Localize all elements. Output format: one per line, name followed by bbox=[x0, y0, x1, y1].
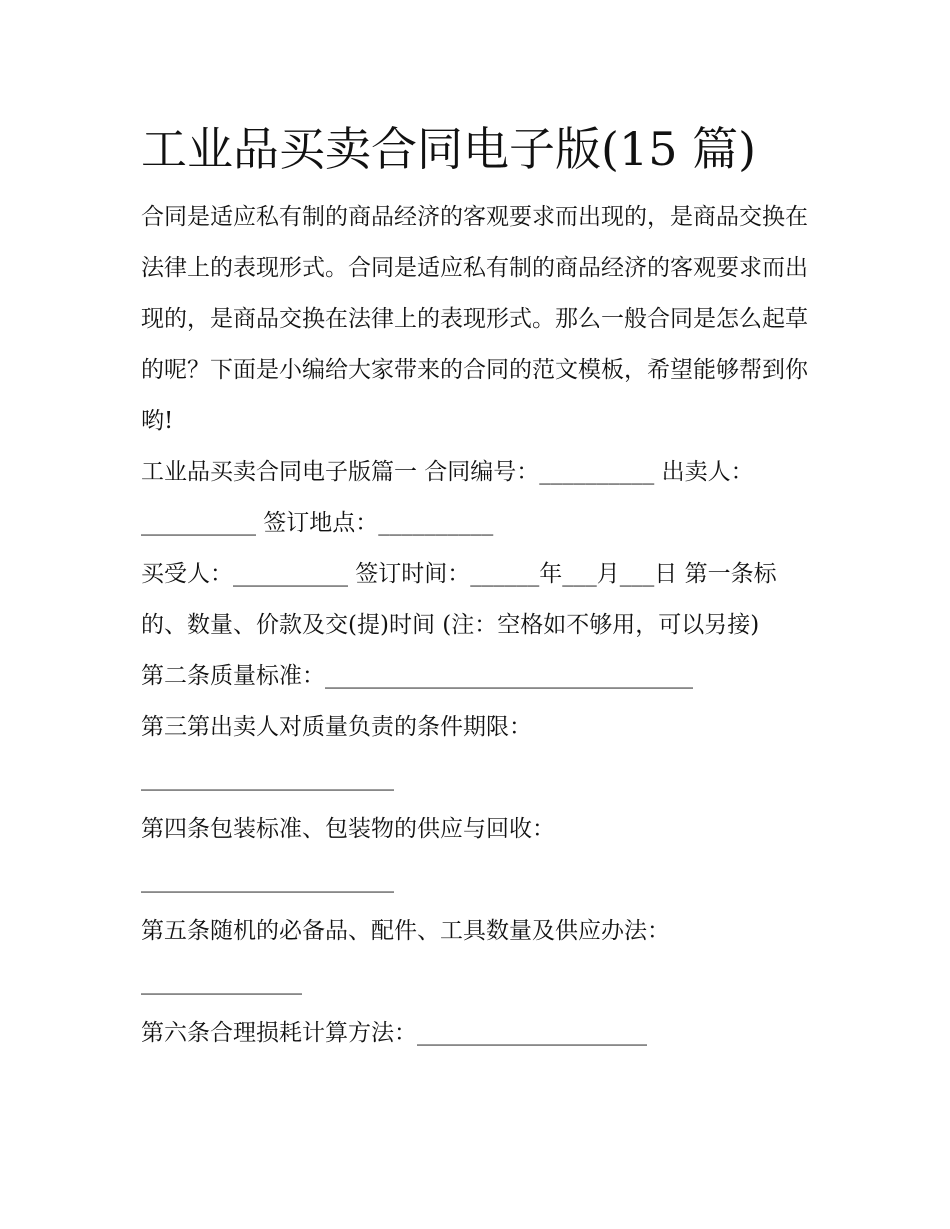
clause-six-loss-calculation: 第六条合理损耗计算方法：____________________ bbox=[141, 1020, 647, 1046]
intro-paragraph: 合同是适应私有制的商品经济的客观要求而出现的，是商品交换在法律上的表现形式。合同是适应私有制的商品经济的客观要求而出现的，是商品交换在法律上的表现形式。那么一般合同是怎么起草的呢？下面是小编给大家带来的合同的范文模板，希望能够帮到你哟! bbox=[141, 204, 808, 434]
document-title: 工业品买卖合同电子版(15 篇) bbox=[141, 122, 757, 176]
clause-two-quality-standard: 第二条质量标准：________________________________ bbox=[141, 663, 693, 689]
clause-five-blank: ______________ bbox=[141, 969, 302, 995]
section-one-header-paragraph: 工业品买卖合同电子版篇一 合同编号：__________ 出卖人：__________ 签订地点：__________ bbox=[141, 459, 754, 536]
clause-three-label: 第三第出卖人对质量负责的条件期限： bbox=[141, 714, 532, 740]
clause-four-label: 第四条包装标准、包装物的供应与回收： bbox=[141, 816, 555, 842]
clause-five-label: 第五条随机的必备品、配件、工具数量及供应办法： bbox=[141, 918, 670, 944]
clause-three-blank: ______________________ bbox=[141, 765, 394, 791]
section-one-buyer-paragraph: 买受人：__________ 签订时间：______年___月___日 第一条标的、数量、价款及交(提)时间 (注：空格如不够用，可以另接) bbox=[141, 561, 777, 638]
document-body bbox=[141, 118, 821, 1059]
clause-four-blank: ______________________ bbox=[141, 867, 394, 893]
